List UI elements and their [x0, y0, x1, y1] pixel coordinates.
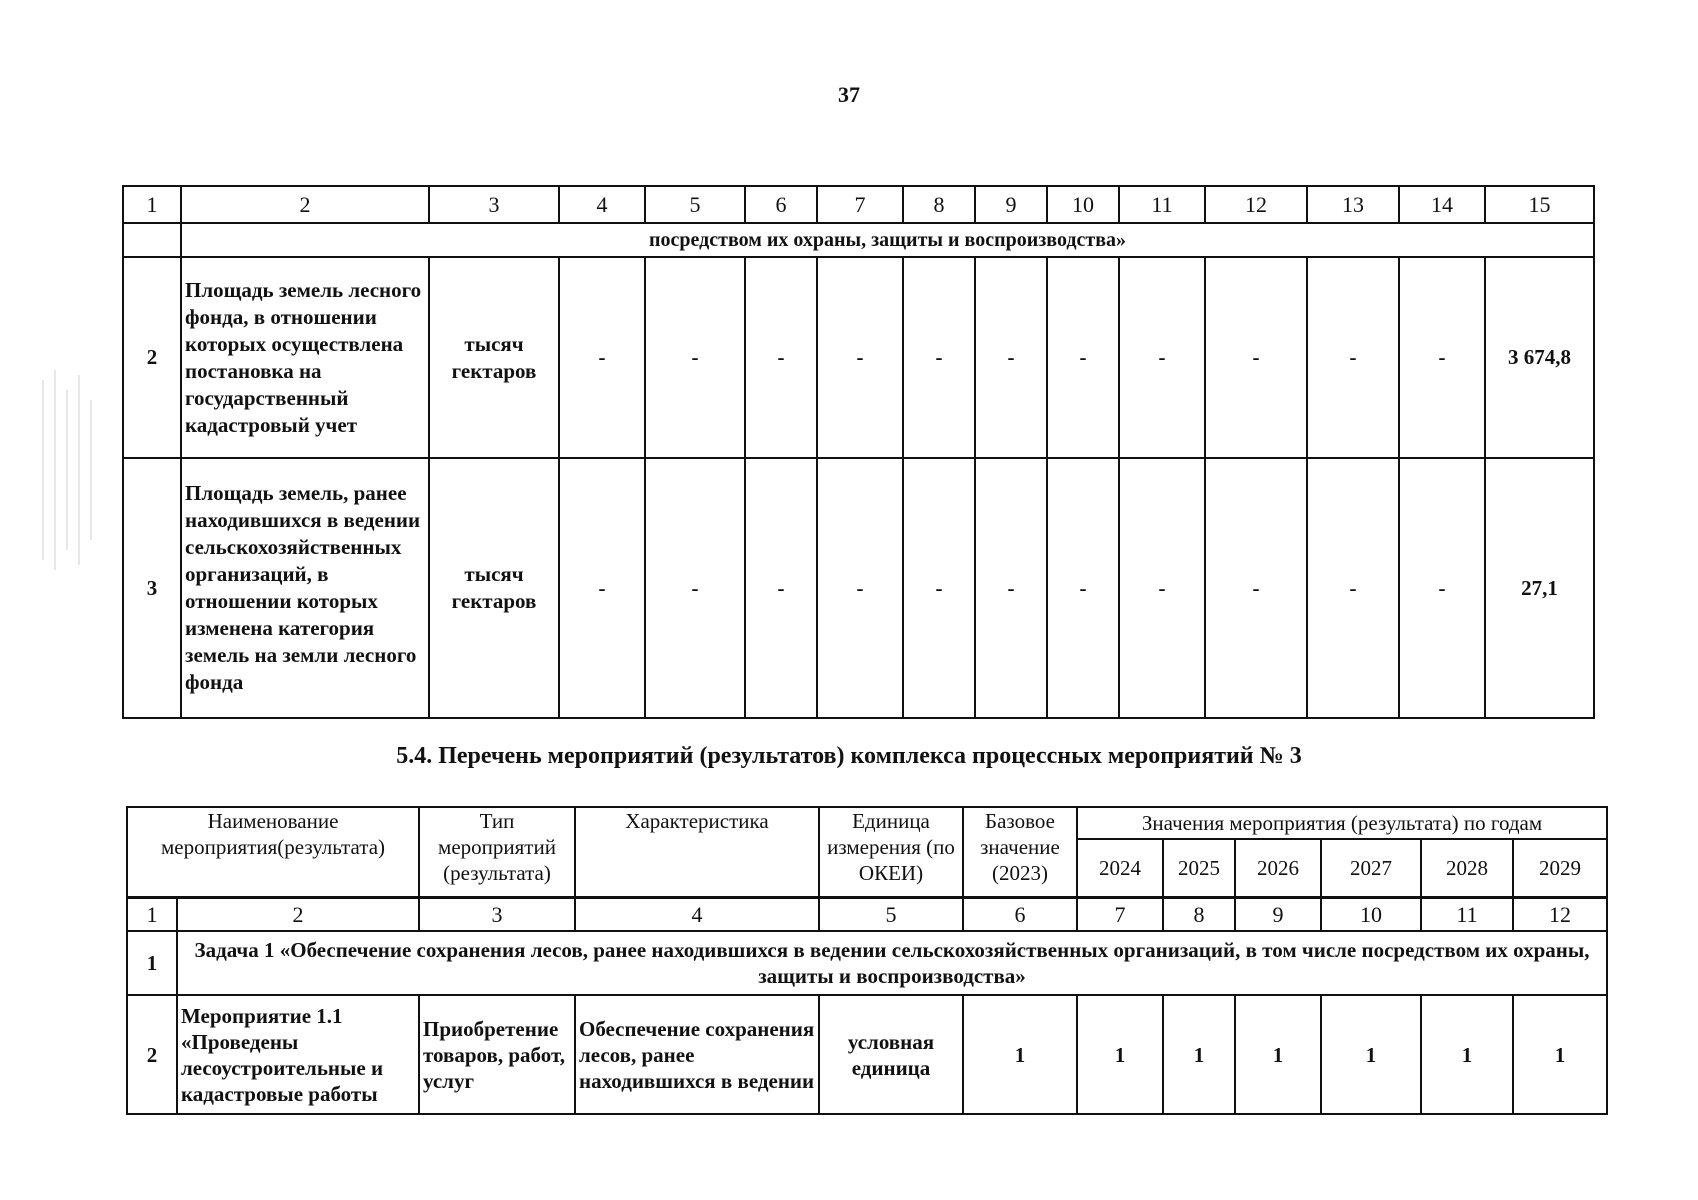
value-cell: - — [745, 257, 817, 458]
value-cell: - — [1399, 257, 1485, 458]
row-number: 2 — [127, 995, 177, 1114]
activities-table — [126, 806, 1608, 1115]
value-cell: - — [559, 458, 645, 718]
value-cell: - — [1399, 458, 1485, 718]
value-cell: - — [745, 458, 817, 718]
table-row — [127, 995, 1607, 1114]
value-cell: 1 — [1163, 995, 1235, 1114]
col-num: 1 — [123, 186, 181, 223]
value-cell: 1 — [1321, 995, 1421, 1114]
col-num: 8 — [1163, 898, 1235, 932]
activity-name: Мероприятие 1.1 «Проведены лесоустроительные и кадастровые работы — [177, 995, 419, 1114]
col-num: 6 — [963, 898, 1077, 932]
column-number-row — [127, 898, 1607, 932]
year-cell: 2028 — [1421, 839, 1513, 898]
header-characteristic: Характеристика — [575, 807, 819, 898]
value-cell: - — [975, 257, 1047, 458]
value-cell: - — [645, 257, 745, 458]
task-text: Задача 1 «Обеспечение сохранения лесов, ранее находившихся в ведении сельскохозяйственных организаций, в том числе посредством их охраны, защиты и воспроизводства» — [177, 931, 1607, 995]
side-stamp-marks — [33, 360, 103, 580]
col-num: 11 — [1421, 898, 1513, 932]
col-num: 5 — [645, 186, 745, 223]
value-cell: - — [645, 458, 745, 718]
col-num: 13 — [1307, 186, 1399, 223]
year-cell: 2025 — [1163, 839, 1235, 898]
col-num: 2 — [177, 898, 419, 932]
value-cell: - — [1119, 458, 1205, 718]
section-title: 5.4. Перечень мероприятий (результатов) комплекса процессных мероприятий № 3 — [396, 743, 1302, 769]
unit-cell: тысяч гектаров — [429, 458, 559, 718]
value-cell: - — [1119, 257, 1205, 458]
col-num: 7 — [817, 186, 903, 223]
value-cell: - — [559, 257, 645, 458]
col-num: 10 — [1321, 898, 1421, 932]
col-num: 11 — [1119, 186, 1205, 223]
year-cell: 2027 — [1321, 839, 1421, 898]
value-cell: - — [817, 257, 903, 458]
table-row — [123, 458, 1594, 718]
col-num: 9 — [975, 186, 1047, 223]
col-num: 3 — [429, 186, 559, 223]
value-cell: - — [1047, 257, 1119, 458]
final-value-cell: 27,1 — [1485, 458, 1594, 718]
activity-unit: условная единица — [819, 995, 963, 1114]
value-cell: - — [903, 458, 975, 718]
col-num: 4 — [559, 186, 645, 223]
value-cell: 1 — [1077, 995, 1163, 1114]
final-value-cell: 3 674,8 — [1485, 257, 1594, 458]
value-cell: - — [1307, 257, 1399, 458]
year-cell: 2024 — [1077, 839, 1163, 898]
page-number: 37 — [838, 82, 860, 107]
activity-base: 1 — [963, 995, 1077, 1114]
value-cell: 1 — [1513, 995, 1607, 1114]
col-num: 10 — [1047, 186, 1119, 223]
table-row — [123, 257, 1594, 458]
col-num: 12 — [1205, 186, 1307, 223]
column-number-row — [123, 186, 1594, 223]
header-row — [127, 807, 1607, 839]
task-row — [127, 931, 1607, 995]
unit-cell: тысяч гектаров — [429, 257, 559, 458]
col-num: 15 — [1485, 186, 1594, 223]
col-num: 12 — [1513, 898, 1607, 932]
value-cell: - — [1205, 458, 1307, 718]
value-cell: - — [1307, 458, 1399, 718]
col-num: 1 — [127, 898, 177, 932]
row-number: 1 — [127, 931, 177, 995]
activity-characteristic: Обеспечение сохранения лесов, ранее находившихся в ведении — [575, 995, 819, 1114]
activity-type: Приобретение товаров, работ, услуг — [419, 995, 575, 1114]
value-cell: - — [1205, 257, 1307, 458]
year-cell: 2029 — [1513, 839, 1607, 898]
value-cell: 1 — [1421, 995, 1513, 1114]
col-num: 14 — [1399, 186, 1485, 223]
row-number: 2 — [123, 257, 181, 458]
col-num: 3 — [419, 898, 575, 932]
indicators-table — [122, 185, 1595, 719]
col-num: 2 — [181, 186, 429, 223]
header-base: Базовое значение (2023) — [963, 807, 1077, 898]
value-cell: - — [903, 257, 975, 458]
value-cell: - — [975, 458, 1047, 718]
header-type: Тип мероприятий (результата) — [419, 807, 575, 898]
continuation-text: посредством их охраны, защиты и воспроизводства» — [181, 223, 1594, 257]
value-cell: - — [1047, 458, 1119, 718]
value-cell: 1 — [1235, 995, 1321, 1114]
col-num: 6 — [745, 186, 817, 223]
header-years-title: Значения мероприятия (результата) по годам — [1077, 807, 1607, 839]
value-cell: - — [817, 458, 903, 718]
col-num: 4 — [575, 898, 819, 932]
col-num: 8 — [903, 186, 975, 223]
indicator-name: Площадь земель, ранее находившихся в ведении сельскохозяйственных организаций, в отношении которых изменена категория земель на земли лесного фонда — [181, 458, 429, 718]
indicator-name: Площадь земель лесного фонда, в отношении которых осуществлена постановка на государственный кадастровый учет — [181, 257, 429, 458]
header-unit: Единица измерения (по ОКЕИ) — [819, 807, 963, 898]
continuation-row — [123, 223, 1594, 257]
row-number: 3 — [123, 458, 181, 718]
col-num: 5 — [819, 898, 963, 932]
col-num: 7 — [1077, 898, 1163, 932]
header-name: Наименование мероприятия(результата) — [127, 807, 419, 898]
year-cell: 2026 — [1235, 839, 1321, 898]
col-num: 9 — [1235, 898, 1321, 932]
